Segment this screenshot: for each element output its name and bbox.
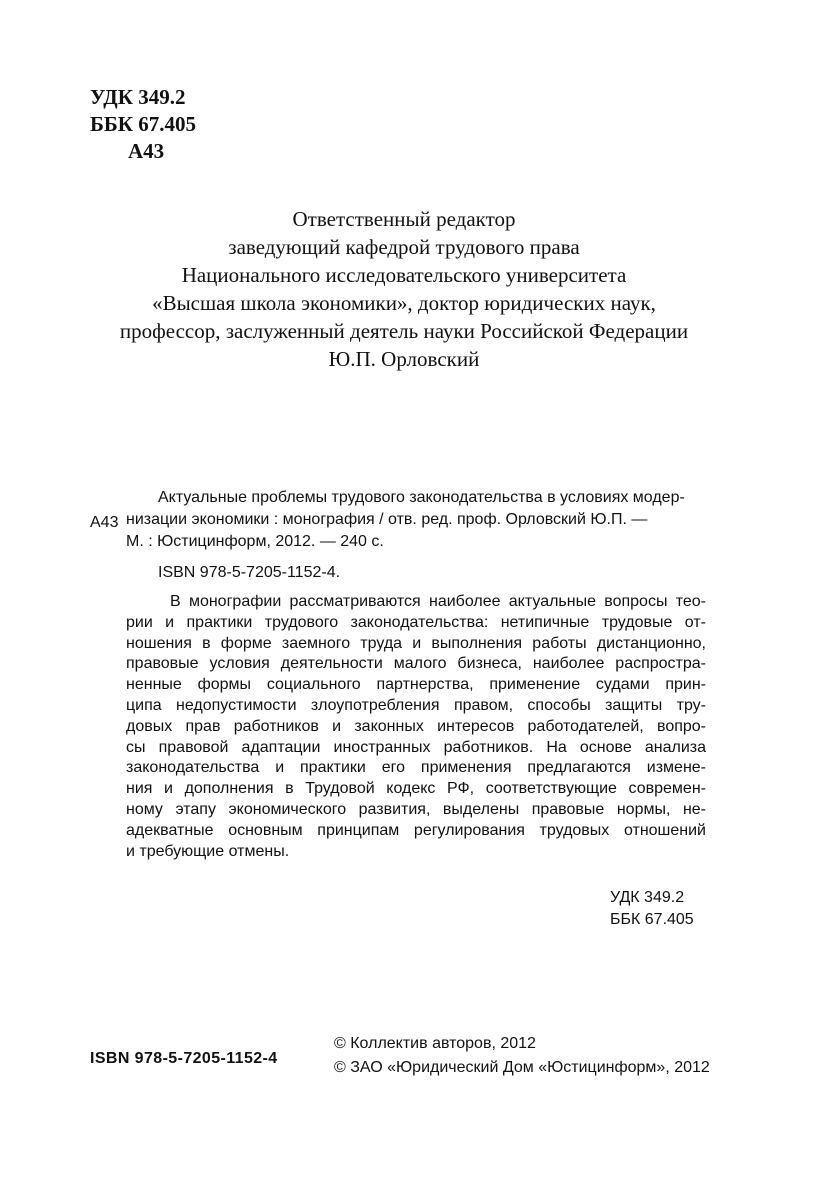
catalog-author-mark: А43 (90, 514, 119, 531)
copyright-line: © Коллектив авторов, 2012 (334, 1035, 536, 1052)
annotation-line: ципа недопустимости злоупотребления правом, способы защиты тру- (126, 696, 706, 714)
annotation-line: ния и дополнения в Трудовой кодекс РФ, соответствующие современ- (126, 780, 706, 798)
responsible-editor-block (80, 205, 728, 373)
catalog-record (126, 487, 706, 584)
editor-line: профессор, заслуженный деятель науки Российской Федерации (119, 319, 689, 343)
annotation-line: ношения в форме заемного труда и выполнения работы дистанционно, (126, 634, 706, 652)
annotation-line: довых прав работников и законных интересов работодателей, вопро- (126, 717, 706, 735)
catalog-line: М. : Юстицинформ, 2012. — 240 с. (126, 533, 384, 550)
copyright-line: © ЗАО «Юридический Дом «Юстицинформ», 2012 (334, 1059, 710, 1076)
annotation-line: и требующие отмены. (126, 842, 290, 860)
catalog-isbn: ISBN 978-5-7205-1152-4. (158, 564, 341, 581)
copyright-block (334, 1032, 710, 1080)
isbn-footer: ISBN 978-5-7205-1152-4 (90, 1050, 278, 1067)
classification-udc: УДК 349.2 (610, 889, 685, 906)
bbk-code: ББК 67.405 (90, 112, 196, 136)
annotation-line: ному этапу экономического развития, выделены правовые нормы, не- (126, 800, 706, 818)
editor-name: Ю.П. Орловский (328, 347, 480, 371)
editor-line: Национального исследовательского университета (181, 263, 627, 287)
classification-bbk: ББК 67.405 (610, 911, 694, 928)
annotation-line: адекватные основным принципам регулирования трудовых отношений (126, 821, 706, 839)
editor-line: заведующий кафедрой трудового права (228, 235, 580, 259)
author-mark: А43 (128, 139, 165, 163)
classification-block (610, 887, 706, 931)
udc-code: УДК 349.2 (90, 85, 186, 109)
catalog-line: низации экономики : монография / отв. ред. проф. Орловский Ю.П. — (126, 511, 648, 528)
annotation-line: ненные формы социального партнерства, применение судами прин- (126, 676, 706, 694)
catalog-line: Актуальные проблемы трудового законодательства в условиях модер- (158, 489, 685, 506)
editor-line: «Высшая школа экономики», доктор юридических наук, (152, 291, 656, 315)
annotation-line: В монографии рассматриваются наиболее актуальные вопросы тео- (170, 593, 706, 610)
annotation-line: сы правовой адаптации иностранных работников. На основе анализа (126, 738, 706, 756)
annotation-line: рии и практики трудового законодательства: нетипичные трудовые от- (126, 613, 706, 631)
editor-line: Ответственный редактор (292, 207, 516, 231)
annotation-paragraph (126, 592, 706, 862)
annotation-line: правовые условия деятельности малого бизнеса, наиболее распростра- (126, 655, 706, 673)
udc-bbk-header (90, 84, 196, 165)
annotation-line: законодательства и практики его применения предлагаются измене- (126, 759, 706, 777)
